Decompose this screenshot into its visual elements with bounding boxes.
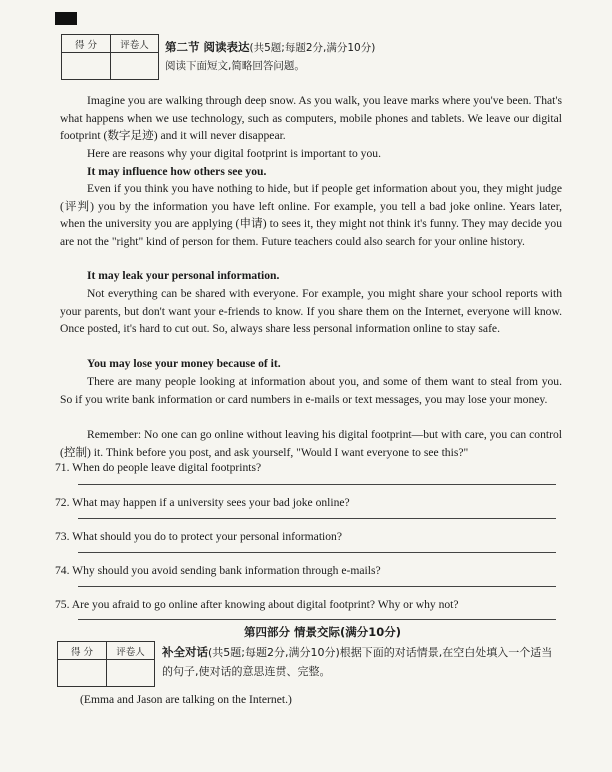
question-74: 74. Why should you avoid sending bank information through e-mails? <box>55 564 381 577</box>
dialog-context: (Emma and Jason are talking on the Internet.) <box>80 693 292 706</box>
grader-cell[interactable] <box>107 660 155 687</box>
passage-heading-1: It may influence how others see you. <box>87 165 267 178</box>
question-71: 71. When do people leave digital footprints? <box>55 461 262 474</box>
passage-paragraph-2: Here are reasons why your digital footprint is important to you. <box>87 147 381 160</box>
grader-cell[interactable] <box>111 53 159 80</box>
passage-heading-2: It may leak your personal information. <box>87 269 280 282</box>
grader-label: 评卷人 <box>107 642 155 660</box>
passage-paragraph-1: Imagine you are walking through deep snow. As you walk, you leave marks where you've been. That's what happens when we use technology, such as computers, mobile phones and tablets. We leave our digital footprint (数字足迹) and it will never disappear. <box>60 94 562 142</box>
passage-paragraph-4: Not everything can be shared with everyone. For example, you might share your school reports with your parents, but don't want your e-friends to know. If you share them on the Internet, everyone will know. Once posted, it's hard to cut out. So, always share less personal information online to stay safe. <box>60 287 562 335</box>
score-cell[interactable] <box>58 660 107 687</box>
question-73: 73. What should you do to protect your personal information? <box>55 530 342 543</box>
score-box-section2 <box>61 34 159 80</box>
black-corner-mark <box>55 12 77 25</box>
score-label: 得 分 <box>62 35 111 53</box>
passage-paragraph-5: There are many people looking at information about you, and some of them want to steal from you. So if you write bank information or card numbers in e-mails or text messages, you may lose your money. <box>60 375 562 406</box>
answer-line-75[interactable] <box>78 619 556 620</box>
answer-line-73[interactable] <box>78 552 556 553</box>
section2-instruction: 阅读下面短文,简略回答问题。 <box>165 60 305 72</box>
passage-paragraph-6: Remember: No one can go online without leaving his digital footprint—but with care, you can control (控制) it. Think before you post, and ask yourself, "Would I want everyone to see this?" <box>60 428 562 459</box>
score-label: 得 分 <box>58 642 107 660</box>
dialog-instruction: (共5题;每题2分,满分10分)根据下面的对话情景,在空白处填入一个适当的句子,使对话的意思连贯、完整。 <box>162 646 553 678</box>
passage-heading-3: You may lose your money because of it. <box>87 357 281 370</box>
passage-paragraph-3: Even if you think you have nothing to hide, but if people get information about you, they might judge (评判) you by the information you have left online. For example, you tell a bad joke online. Years later, when the university you are applying (申请) to sees it, they might not think it's funny. They may decide you are not the "right" kind of person for them. Future teachers could also search for your online history. <box>60 182 562 248</box>
score-box-part4 <box>57 641 155 687</box>
section2-header <box>165 38 375 56</box>
answer-line-74[interactable] <box>78 586 556 587</box>
score-cell[interactable] <box>62 53 111 80</box>
answer-line-72[interactable] <box>78 518 556 519</box>
dialog-title: 补全对话 <box>162 645 208 659</box>
part4-title: 第四部分 情景交际(满分10分) <box>244 625 402 639</box>
section2-scoring: (共5题;每题2分,满分10分) <box>249 42 376 54</box>
answer-line-71[interactable] <box>78 484 556 485</box>
question-72: 72. What may happen if a university sees your bad joke online? <box>55 496 350 509</box>
grader-label: 评卷人 <box>111 35 159 53</box>
part4-instruction <box>162 643 562 681</box>
question-75: 75. Are you afraid to go online after knowing about digital footprint? Why or why not? <box>55 598 459 611</box>
section2-title: 第二节 阅读表达 <box>165 40 250 54</box>
